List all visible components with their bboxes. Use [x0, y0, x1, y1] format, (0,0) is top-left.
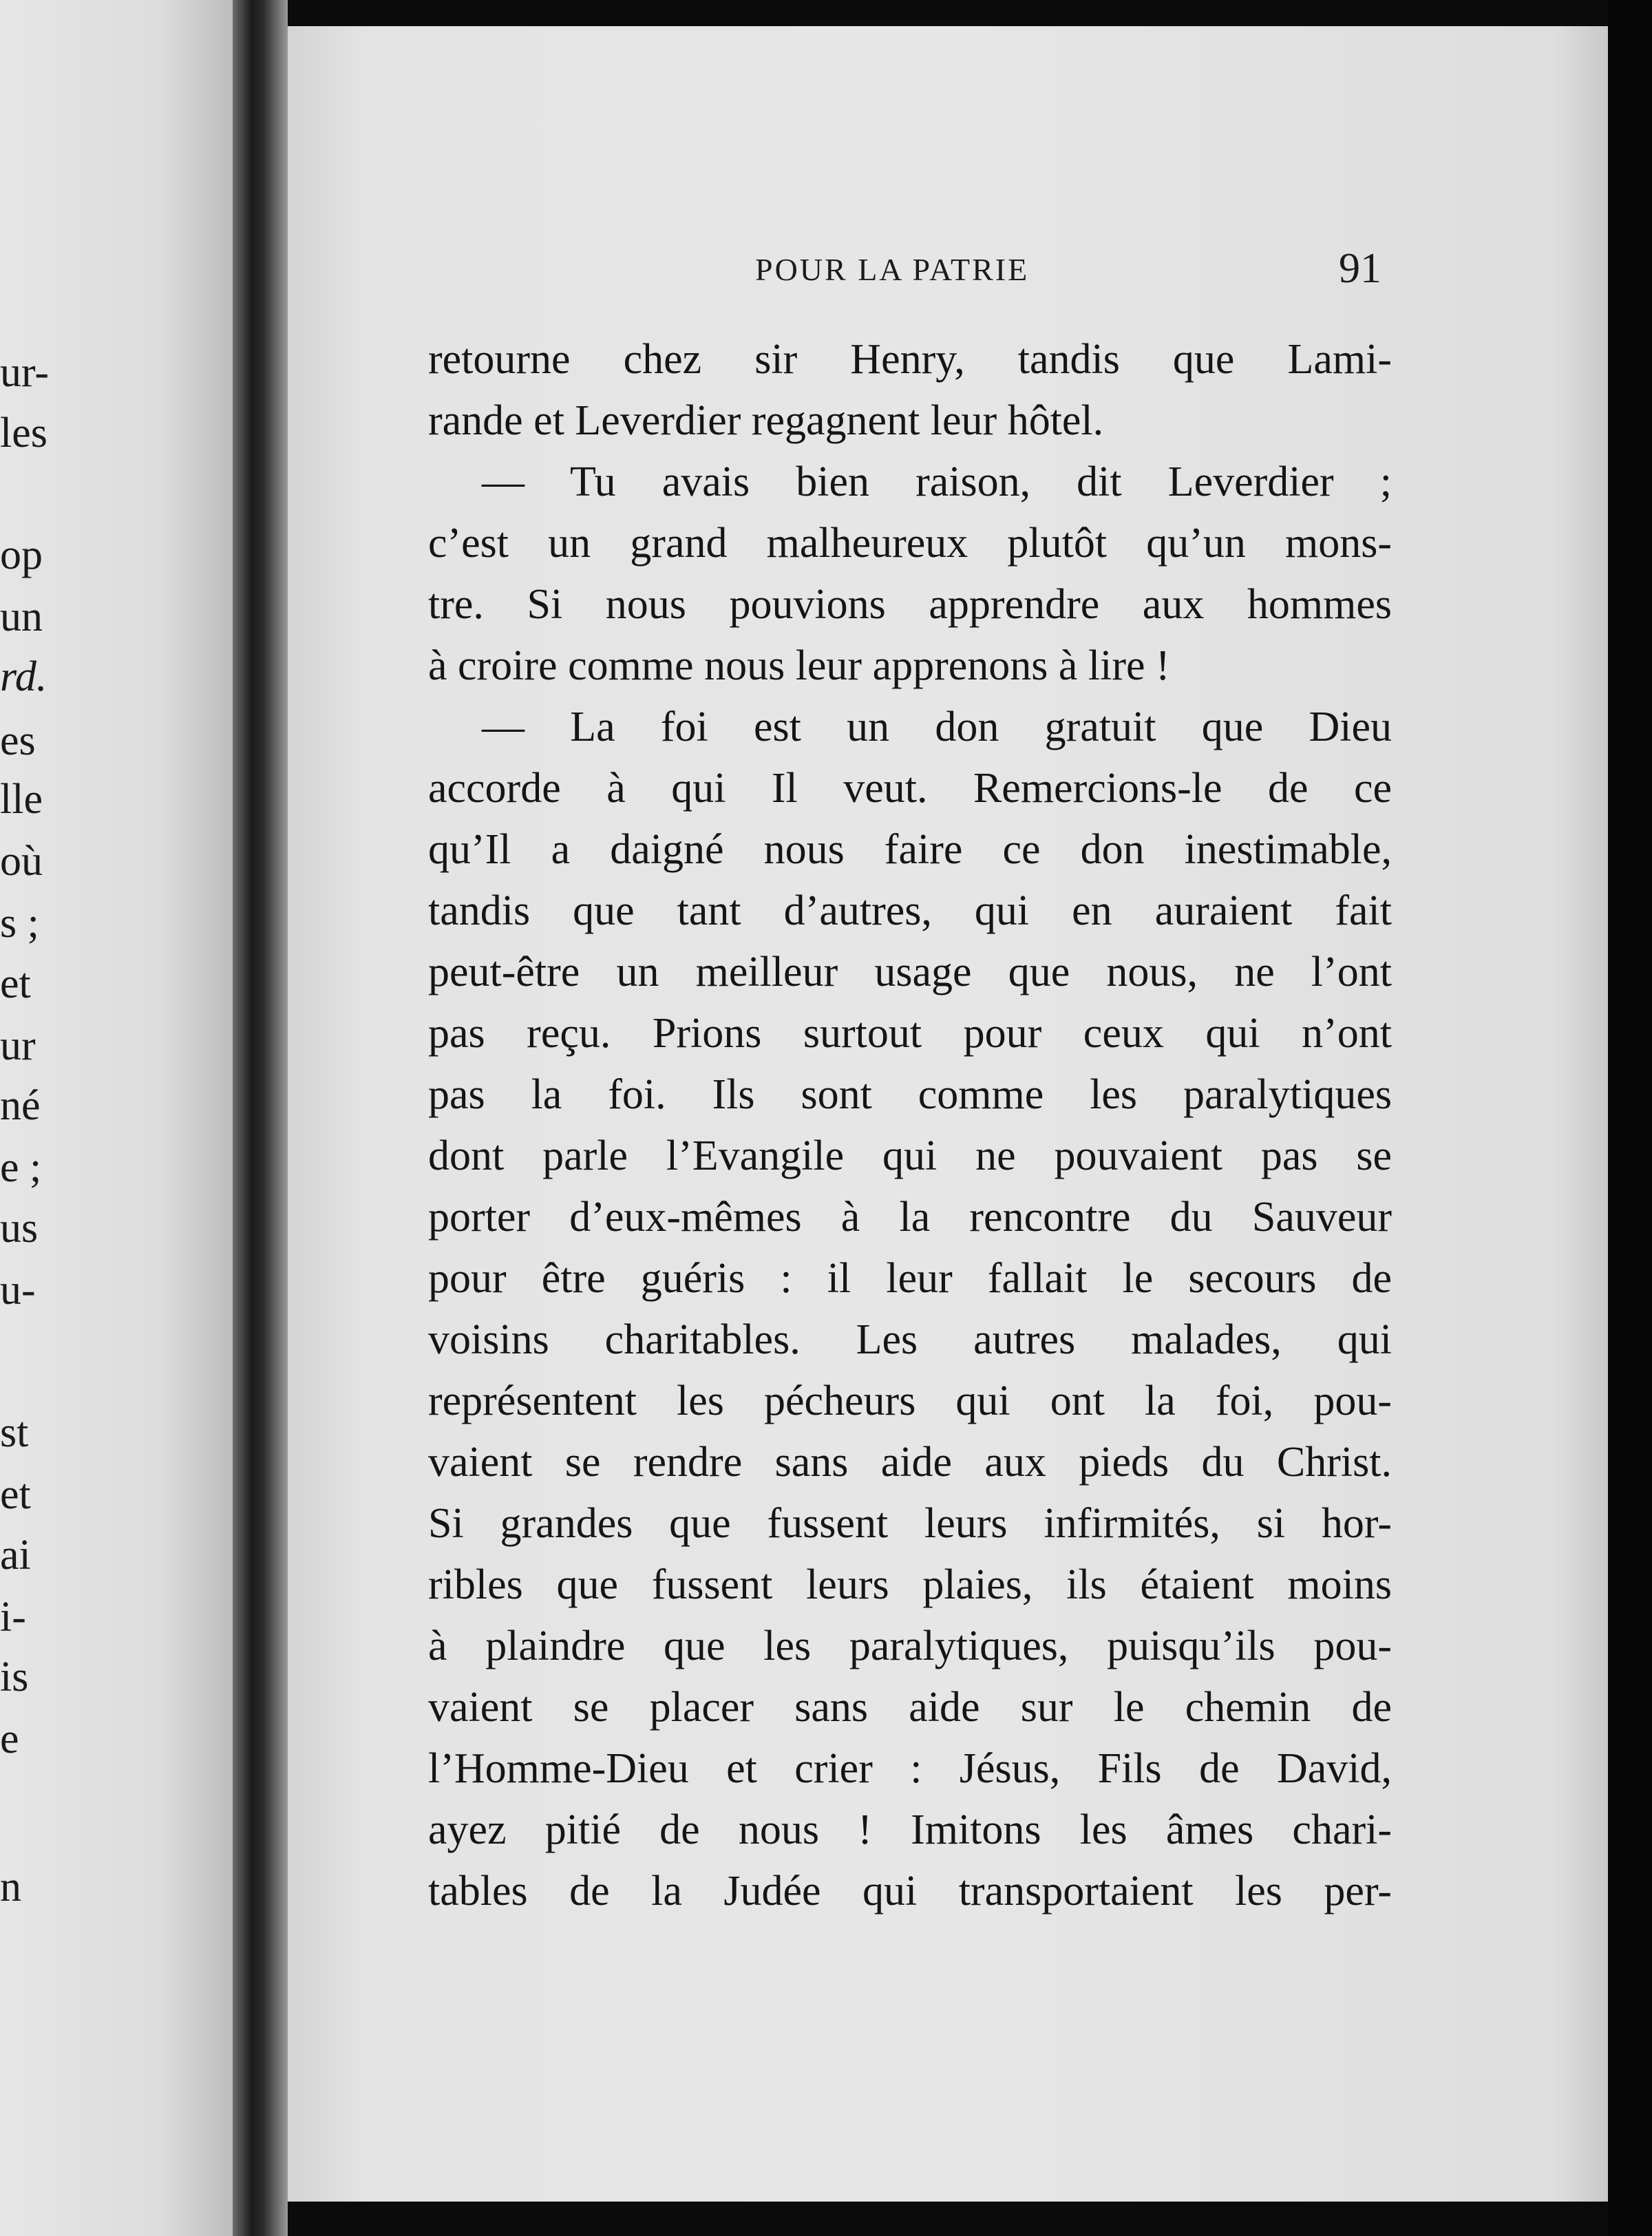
- book-gutter: [233, 0, 288, 2236]
- text-line: peut-être un meilleur usage que nous, ne l’ont: [428, 949, 1392, 995]
- text-line: tables de la Judée qui transportaient les per-: [428, 1868, 1392, 1915]
- text-line: l’Homme-Dieu et crier : Jésus, Fils de David,: [428, 1745, 1392, 1792]
- text-line: à plaindre que les paralytiques, puisqu’ils pou-: [428, 1623, 1392, 1669]
- text-line: vaient se rendre sans aide aux pieds du Christ.: [428, 1439, 1392, 1486]
- right-page-edge: [1608, 0, 1652, 2236]
- left-page-fragment: es: [0, 717, 36, 764]
- left-page-fragment: u-: [0, 1267, 36, 1314]
- text-line: pour être guéris : il leur fallait le secours de: [428, 1255, 1392, 1302]
- left-page-fragment: ur: [0, 1022, 36, 1069]
- text-line: c’est un grand malheureux plutôt qu’un mons-: [428, 520, 1392, 567]
- text-line: — La foi est un don gratuit que Dieu: [482, 704, 1392, 750]
- left-page-fragment: où: [0, 838, 43, 885]
- text-line: accorde à qui Il veut. Remercions-le de ce: [428, 765, 1392, 812]
- text-line: rande et Leverdier regagnent leur hôtel.: [428, 397, 1104, 444]
- left-page-fragment: n: [0, 1864, 21, 1910]
- left-page-fragment: né: [0, 1082, 41, 1129]
- text-line: dont parle l’Evangile qui ne pouvaient pas se: [428, 1132, 1392, 1179]
- left-page-fragment: et: [0, 960, 31, 1007]
- left-page-text-fragments: [0, 0, 233, 2236]
- left-page-fragment: un: [0, 593, 43, 640]
- left-page-fragment: ur-: [0, 349, 50, 396]
- left-page-fragment: lle: [0, 776, 43, 823]
- left-page-fragment: is: [0, 1654, 29, 1700]
- text-line: vaient se placer sans aide sur le chemin de: [428, 1684, 1392, 1731]
- left-page-fragment: st: [0, 1409, 29, 1456]
- text-line: pas reçu. Prions surtout pour ceux qui n’ont: [428, 1010, 1392, 1057]
- text-line: pas la foi. Ils sont comme les paralytiques: [428, 1071, 1392, 1118]
- text-line: voisins charitables. Les autres malades, qui: [428, 1316, 1392, 1363]
- text-line: tandis que tant d’autres, qui en auraient fait: [428, 887, 1392, 934]
- left-page-fragment: rd.: [0, 653, 47, 700]
- left-page-fragment: us: [0, 1205, 39, 1252]
- text-line: — Tu avais bien raison, dit Leverdier ;: [482, 458, 1392, 505]
- left-page-fragment: i-: [0, 1594, 26, 1641]
- left-facing-page: [0, 0, 233, 2236]
- text-line: porter d’eux-mêmes à la rencontre du Sauveur: [428, 1194, 1392, 1241]
- text-line: retourne chez sir Henry, tandis que Lami-: [428, 336, 1392, 383]
- left-page-fragment: et: [0, 1471, 31, 1518]
- running-head: POUR LA PATRIE: [755, 252, 1030, 287]
- left-page-fragment: ai: [0, 1532, 31, 1579]
- text-line: représentent les pécheurs qui ont la foi, pou-: [428, 1378, 1392, 1424]
- text-line: qu’Il a daigné nous faire ce don inestimable,: [428, 826, 1392, 873]
- left-page-fragment: e ;: [0, 1144, 42, 1191]
- left-page-fragment: e: [0, 1716, 19, 1762]
- text-line: tre. Si nous pouvions apprendre aux hommes: [428, 581, 1392, 628]
- page-number: 91: [1339, 245, 1381, 292]
- text-line: ribles que fussent leurs plaies, ils étaient moins: [428, 1561, 1392, 1608]
- text-line: Si grandes que fussent leurs infirmités, si hor-: [428, 1500, 1392, 1547]
- text-line: ayez pitié de nous ! Imitons les âmes chari-: [428, 1806, 1392, 1853]
- left-page-fragment: op: [0, 531, 43, 578]
- body-text: [428, 329, 1392, 1922]
- left-page-fragment: s ;: [0, 900, 39, 947]
- left-page-fragment: les: [0, 410, 47, 456]
- text-line: à croire comme nous leur apprenons à lire !: [428, 642, 1170, 689]
